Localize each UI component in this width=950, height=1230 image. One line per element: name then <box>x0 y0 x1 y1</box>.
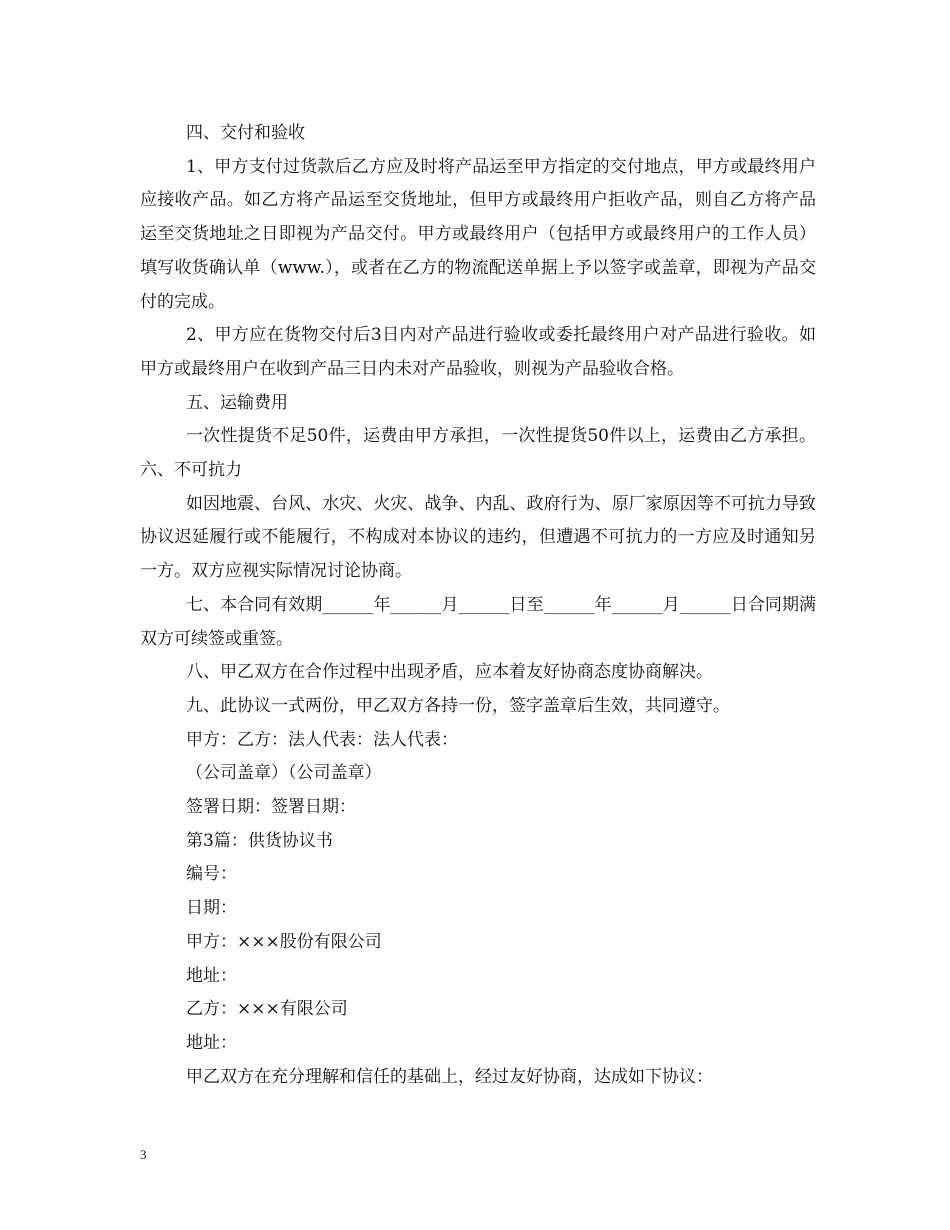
section-heading: 第3篇：供货协议书 <box>186 830 333 851</box>
paragraph: （公司盖章）（公司盖章） <box>186 763 382 784</box>
paragraph: 一次性提货不足50件，运费由甲方承担，一次性提货50件以上，运费由乙方承担。六、不可抗力 <box>140 426 816 481</box>
paragraph: 1、甲方支付过货款后乙方应及时将产品运至甲方指定的交付地点，甲方或最终用户应接收产品。如乙方将产品运至交货地址，但甲方或最终用户拒收产品，则自乙方将产品运至交货地址之日即视为产品交付。甲方或最终用户（包括甲方或最终用户的工作人员）填写收货确认单（www.），或者在乙方的物流配送单据上予以签字或盖章，即视为产品交付的完成。 <box>140 156 816 312</box>
paragraph: 五、运输费用 <box>186 392 288 413</box>
paragraph: 七、本合同有效期______年______月______日至______年______月______日合同期满双方可续签或重签。 <box>140 594 816 649</box>
document-body <box>140 117 816 1094</box>
paragraph: 地址： <box>186 965 237 986</box>
page-number: 3 <box>140 1147 147 1162</box>
paragraph: 四、交付和验收 <box>186 123 305 143</box>
paragraph: 甲乙双方在充分理解和信任的基础上，经过友好协商，达成如下协议： <box>186 1066 713 1087</box>
paragraph: 甲方：×××股份有限公司 <box>186 931 382 952</box>
paragraph: 编号： <box>186 864 237 885</box>
paragraph: 地址： <box>186 1032 237 1053</box>
paragraph: 乙方：×××有限公司 <box>186 999 348 1020</box>
paragraph: 签署日期：签署日期： <box>186 797 356 818</box>
paragraph: 甲方：乙方：法人代表：法人代表： <box>186 729 458 750</box>
paragraph: 九、此协议一式两份，甲乙双方各持一份，签字盖章后生效，共同遵守。 <box>186 695 730 716</box>
paragraph: 2、甲方应在货物交付后3日内对产品进行验收或委托最终用户对产品进行验收。如甲方或最终用户在收到产品三日内未对产品验收，则视为产品验收合格。 <box>140 325 816 379</box>
paragraph: 日期： <box>186 898 237 919</box>
paragraph: 八、甲乙双方在合作过程中出现矛盾，应本着友好协商态度协商解决。 <box>186 662 713 683</box>
paragraph: 如因地震、台风、水灾、火灾、战争、内乱、政府行为、原厂家原因等不可抗力导致协议迟延履行或不能履行，不构成对本协议的违约，但遭遇不可抗力的一方应及时通知另一方。双方应视实际情况讨论协商。 <box>140 493 816 582</box>
